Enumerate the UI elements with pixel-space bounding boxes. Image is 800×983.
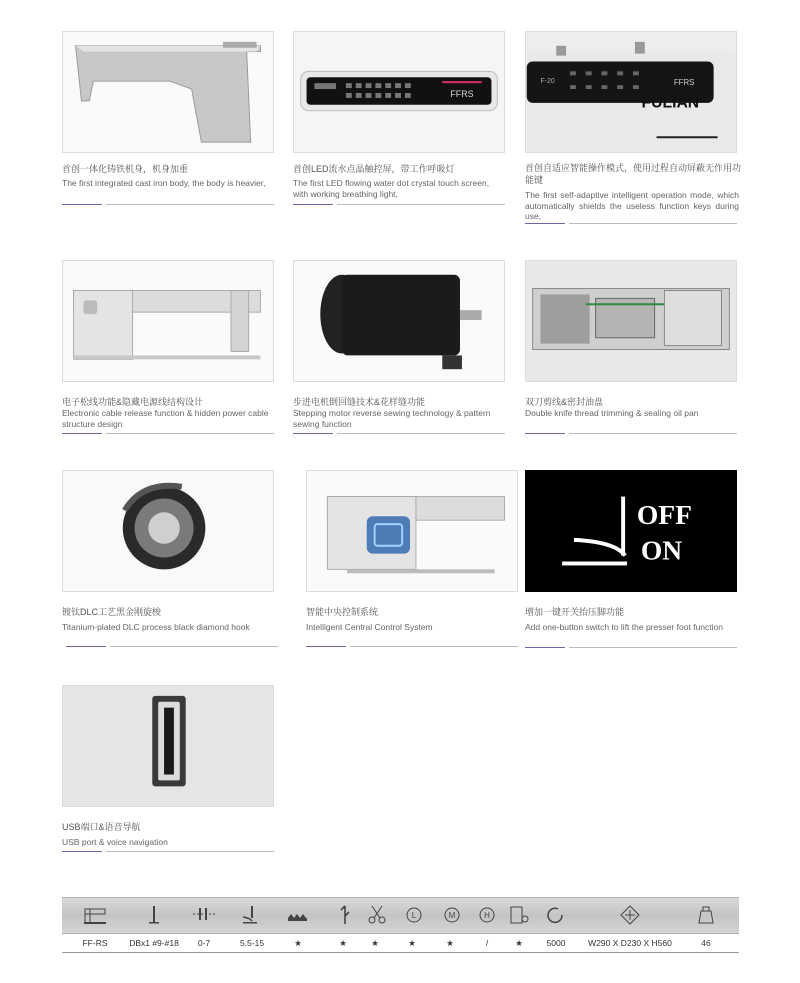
stepping-motor-image [293, 260, 505, 382]
divider-accent [306, 646, 346, 647]
sewing-machine-side-image [62, 260, 274, 382]
presser-foot-switch-image [525, 470, 737, 592]
spec-feature-3: ★ [371, 938, 379, 948]
svg-text:H: H [484, 911, 490, 920]
package-size-icon [617, 903, 643, 927]
spec-feature-6: / [485, 938, 489, 948]
divider-accent [66, 646, 106, 647]
feature-title-cn: USB端口&语音导航 [62, 822, 141, 832]
divider-accent [525, 433, 565, 434]
divider-accent [62, 204, 102, 205]
spec-foot-lift: 5.5-15 [239, 938, 265, 948]
weight-icon [693, 903, 719, 927]
svg-text:L: L [411, 911, 417, 920]
divider-accent [293, 433, 333, 434]
control-panel-icon [506, 903, 532, 927]
spec-feature-4: ★ [408, 938, 416, 948]
screen-logo-text: FFRS [673, 78, 695, 88]
feature-title-cn: 首创一体化铸铁机身，机身加重 [62, 164, 189, 174]
on-label: ON [640, 534, 683, 566]
low-speed-icon [401, 903, 427, 927]
reverse-stitch-icon [332, 903, 358, 927]
divider-line [337, 433, 505, 434]
divider-line [106, 851, 274, 852]
feature-title-en: Electronic cable release function & hidden power cable structure design [62, 408, 269, 429]
feature-title-cn: 步进电机倒回缝技术&花样缝功能 [293, 397, 426, 407]
central-control-image [306, 470, 518, 592]
usb-port-image [62, 685, 274, 807]
spec-model: FF-RS [82, 938, 108, 948]
presser-foot-lift-icon [239, 903, 265, 927]
divider-line [569, 223, 737, 224]
rotary-hook-image [62, 470, 274, 592]
feature-title-en: The first self-adaptive intelligent operation mode, which automatically shields the useless function keys during use, [525, 190, 739, 221]
divider-accent [62, 433, 102, 434]
divider-line [569, 647, 737, 648]
feature-title-en: Stepping motor reverse sewing technology & pattern sewing function [293, 408, 491, 429]
led-touch-screen-image [293, 31, 505, 153]
adaptive-panel-image [525, 31, 737, 153]
feature-title-en: The first LED flowing water dot crystal touch screen, with working breathing light, [293, 178, 490, 199]
spec-icon-bar [62, 897, 739, 934]
divider-line [569, 433, 737, 434]
feature-title-cn: 智能中央控制系统 [306, 607, 379, 617]
spec-package-size: W290 X D230 X H560 [588, 938, 672, 948]
spec-feature-7: ★ [515, 938, 523, 948]
feature-title-en: Intelligent Central Control System [306, 622, 433, 632]
feature-title-cn: 首创自适应智能操作模式，使用过程自动屏蔽无作用功能键 [525, 163, 742, 185]
spec-stitch-length: 0-7 [197, 938, 211, 948]
divider-accent [62, 851, 102, 852]
feature-title-cn: 电子松线功能&隐藏电源线结构设计 [62, 397, 204, 407]
feature-title-en: The first integrated cast iron body, the body is heavier, [62, 178, 266, 188]
brand-logo: FULIAN [641, 94, 700, 112]
feature-title-en: Titanium-plated DLC process black diamond hook [62, 622, 250, 632]
off-label: OFF [636, 499, 692, 531]
feature-title-cn: 首创LED流水点晶触控屏，带工作呼吸灯 [293, 164, 455, 174]
svg-text:M: M [448, 911, 456, 920]
spec-values-row [62, 934, 739, 952]
sewing-machine-icon [82, 903, 108, 927]
panel-label: F-20 [540, 78, 555, 86]
feature-title-cn: 双刀剪线&密封油盘 [525, 397, 604, 407]
spec-feature-2: ★ [339, 938, 347, 948]
spec-bottom-line [62, 952, 739, 953]
spec-needle: DBx1 #9-#18 [129, 938, 179, 948]
divider-accent [525, 223, 565, 224]
thread-trimmer-icon [364, 903, 390, 927]
high-speed-icon [474, 903, 500, 927]
cast-iron-body-image [62, 31, 274, 153]
divider-line [106, 433, 274, 434]
divider-accent [525, 647, 565, 648]
medium-speed-icon [439, 903, 465, 927]
spec-weight: 46 [701, 938, 711, 948]
needle-icon [141, 903, 167, 927]
rotation-speed-icon [542, 903, 568, 927]
screen-logo-text: FFRS [450, 88, 474, 99]
feature-title-en: Double knife thread trimming & sealing oil pan [525, 408, 699, 418]
feature-title-cn: 增加一键开关抬压脚功能 [525, 607, 625, 617]
feature-title-en: USB port & voice navigation [62, 837, 168, 847]
spec-speed: 5000 [546, 938, 566, 948]
oil-pan-image [525, 260, 737, 382]
divider-accent [293, 204, 333, 205]
stitch-length-icon [191, 903, 217, 927]
feature-title-cn: 镀钛DLC工艺黑金刚旋梭 [62, 607, 162, 617]
feature-title-en: Add one-button switch to lift the presser foot function [525, 622, 723, 632]
feed-dog-icon [285, 903, 311, 927]
spec-feature-5: ★ [446, 938, 454, 948]
divider-line [110, 646, 278, 647]
divider-line [350, 646, 518, 647]
divider-line [106, 204, 274, 205]
divider-line [337, 204, 505, 205]
spec-feature-1: ★ [294, 938, 302, 948]
